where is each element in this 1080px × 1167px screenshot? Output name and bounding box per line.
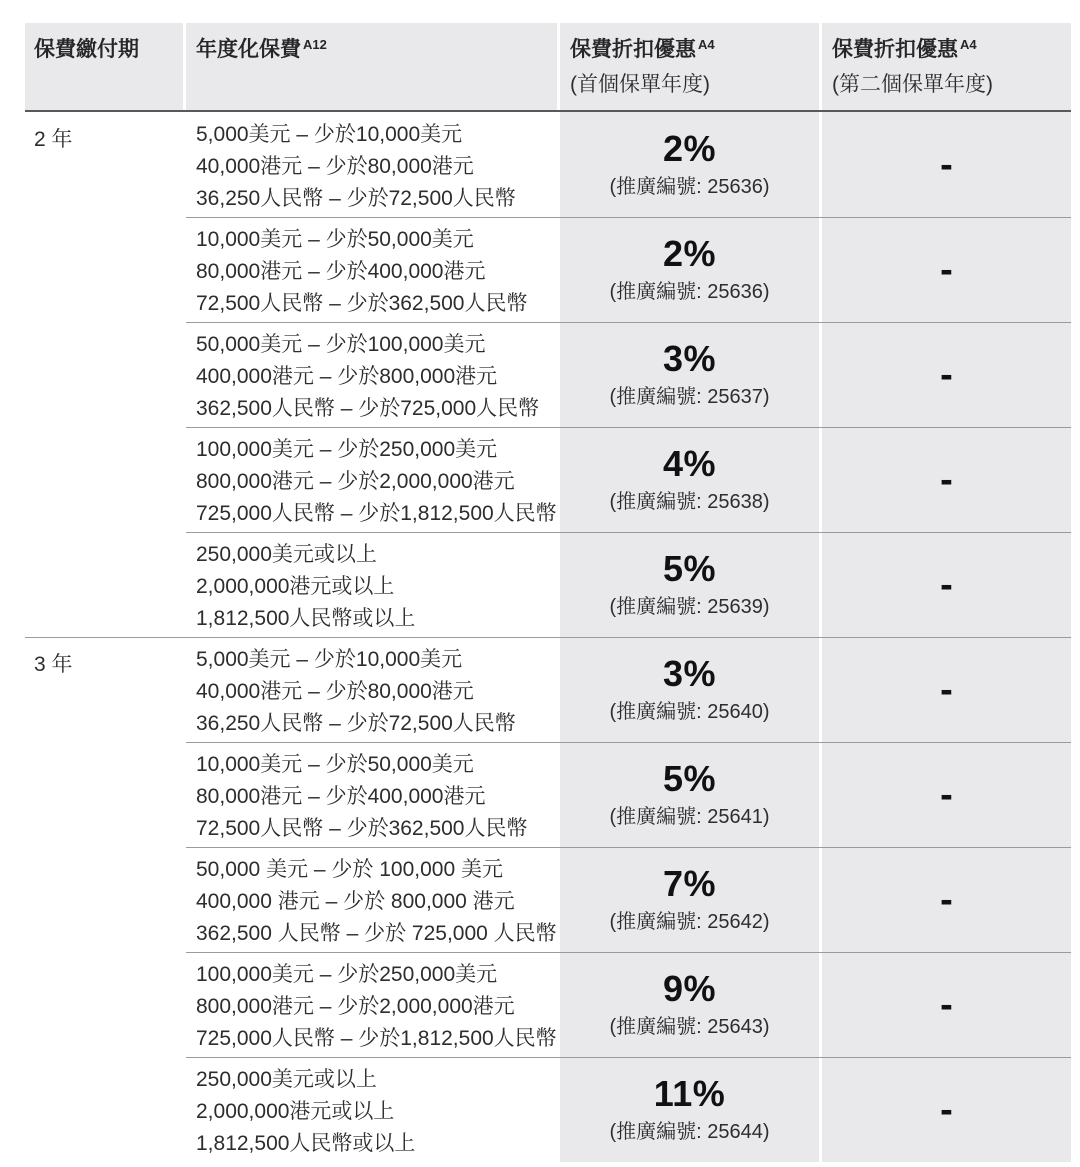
second-year-discount-cell — [822, 847, 1071, 952]
no-discount-dash: - — [940, 878, 953, 921]
premium-tier-line-hkd: 400,000港元 – 少於800,000港元 — [196, 365, 498, 388]
promo-code: (推廣編號: 25640) — [609, 701, 770, 723]
premium-tier-line-hkd: 80,000港元 – 少於400,000港元 — [196, 785, 486, 808]
table-row — [25, 742, 1071, 847]
table-row — [25, 322, 1071, 427]
promo-code: (推廣編號: 25636) — [609, 281, 770, 303]
premium-tier-line-rmb: 1,812,500人民幣或以上 — [196, 1132, 416, 1155]
discount-percentage: 7% — [662, 863, 717, 904]
premium-discount-table — [25, 23, 1071, 1162]
header-sublabel: (首個保單年度) — [570, 73, 710, 96]
first-year-discount-cell — [560, 742, 819, 847]
table-row — [25, 1057, 1071, 1162]
premium-tier-line-rmb: 36,250人民幣 – 少於72,500人民幣 — [196, 712, 516, 735]
table-body — [25, 112, 1071, 1162]
header-label: 保費折扣優惠 — [832, 38, 958, 61]
premium-tier-line-rmb: 725,000人民幣 – 少於1,812,500人民幣 — [196, 1027, 557, 1050]
premium-payment-period-cell: 3 年 — [25, 637, 183, 742]
premium-tier-line-usd: 5,000美元 – 少於10,000美元 — [196, 123, 463, 146]
promo-code: (推廣編號: 25639) — [609, 596, 770, 618]
premium-tier-line-rmb: 362,500 人民幣 – 少於 725,000 人民幣 — [196, 922, 557, 945]
second-year-discount-cell — [822, 322, 1071, 427]
no-discount-dash: - — [940, 773, 953, 816]
premium-tier-line-usd: 250,000美元或以上 — [196, 1068, 377, 1091]
discount-percentage: 2% — [662, 128, 717, 169]
premium-tier-line-hkd: 2,000,000港元或以上 — [196, 575, 395, 598]
first-year-discount-cell — [560, 217, 819, 322]
promo-code: (推廣編號: 25637) — [609, 386, 770, 408]
second-year-discount-cell — [822, 742, 1071, 847]
premium-payment-period-cell — [25, 427, 183, 532]
premium-tier-line-usd: 100,000美元 – 少於250,000美元 — [196, 963, 498, 986]
discount-percentage: 3% — [662, 653, 717, 694]
second-year-discount-cell — [822, 532, 1071, 637]
premium-payment-period-cell — [25, 952, 183, 1057]
no-discount-dash: - — [940, 563, 953, 606]
premium-tier-line-hkd: 800,000港元 – 少於2,000,000港元 — [196, 470, 515, 493]
discount-percentage: 5% — [662, 548, 717, 589]
annualized-premium-cell — [186, 532, 557, 637]
second-year-discount-cell — [822, 637, 1071, 742]
premium-tier-line-hkd: 2,000,000港元或以上 — [196, 1100, 395, 1123]
premium-tier-line-rmb: 36,250人民幣 – 少於72,500人民幣 — [196, 187, 516, 210]
premium-tier-line-usd: 50,000美元 – 少於100,000美元 — [196, 333, 486, 356]
premium-tier-line-usd: 10,000美元 – 少於50,000美元 — [196, 753, 474, 776]
no-discount-dash: - — [940, 668, 953, 711]
premium-payment-period-cell — [25, 847, 183, 952]
annualized-premium-cell — [186, 952, 557, 1057]
table-row — [25, 847, 1071, 952]
footnote-superscript: A4 — [698, 37, 715, 52]
promo-code: (推廣編號: 25641) — [609, 806, 770, 828]
premium-tier-line-rmb: 72,500人民幣 – 少於362,500人民幣 — [196, 817, 528, 840]
promo-code: (推廣編號: 25644) — [609, 1121, 770, 1143]
first-year-discount-cell — [560, 427, 819, 532]
premium-tier-line-usd: 50,000 美元 – 少於 100,000 美元 — [196, 858, 503, 881]
premium-tier-line-hkd: 40,000港元 – 少於80,000港元 — [196, 680, 474, 703]
premium-tier-line-usd: 250,000美元或以上 — [196, 543, 377, 566]
discount-percentage: 5% — [662, 758, 717, 799]
header-label: 保費折扣優惠 — [570, 38, 696, 61]
premium-payment-period-cell — [25, 217, 183, 322]
second-year-discount-cell — [822, 217, 1071, 322]
promo-code: (推廣編號: 25643) — [609, 1016, 770, 1038]
annualized-premium-cell — [186, 847, 557, 952]
premium-payment-period-cell — [25, 532, 183, 637]
second-year-discount-cell — [822, 427, 1071, 532]
header-premium-payment-period — [25, 23, 183, 110]
first-year-discount-cell — [560, 532, 819, 637]
annualized-premium-cell — [186, 322, 557, 427]
discount-percentage: 11% — [653, 1073, 726, 1114]
table-row — [25, 427, 1071, 532]
second-year-discount-cell — [822, 1057, 1071, 1162]
table-row — [25, 532, 1071, 637]
promo-code: (推廣編號: 25638) — [609, 491, 770, 513]
first-year-discount-cell — [560, 847, 819, 952]
premium-tier-line-rmb: 362,500人民幣 – 少於725,000人民幣 — [196, 397, 540, 420]
first-year-discount-cell — [560, 112, 819, 217]
header-annualized-premium — [186, 23, 557, 110]
premium-tier-line-usd: 100,000美元 – 少於250,000美元 — [196, 438, 498, 461]
header-sublabel: (第二個保單年度) — [832, 73, 993, 96]
header-label: 保費繳付期 — [34, 38, 139, 61]
premium-tier-line-hkd: 400,000 港元 – 少於 800,000 港元 — [196, 890, 515, 913]
second-year-discount-cell — [822, 952, 1071, 1057]
premium-tier-line-rmb: 1,812,500人民幣或以上 — [196, 607, 416, 630]
premium-tier-line-usd: 5,000美元 – 少於10,000美元 — [196, 648, 463, 671]
no-discount-dash: - — [940, 1088, 953, 1131]
annualized-premium-cell — [186, 1057, 557, 1162]
header-discount-second-year — [822, 23, 1071, 110]
premium-payment-period-cell — [25, 322, 183, 427]
no-discount-dash: - — [940, 353, 953, 396]
premium-tier-line-hkd: 40,000港元 – 少於80,000港元 — [196, 155, 474, 178]
header-label: 年度化保費 — [196, 38, 301, 61]
promo-code: (推廣編號: 25642) — [609, 911, 770, 933]
annualized-premium-cell — [186, 112, 557, 217]
annualized-premium-cell — [186, 217, 557, 322]
first-year-discount-cell — [560, 1057, 819, 1162]
promo-code: (推廣編號: 25636) — [609, 176, 770, 198]
no-discount-dash: - — [940, 248, 953, 291]
second-year-discount-cell — [822, 112, 1071, 217]
table-row — [25, 112, 1071, 217]
annualized-premium-cell — [186, 637, 557, 742]
table-row — [25, 217, 1071, 322]
discount-percentage: 4% — [662, 443, 717, 484]
no-discount-dash: - — [940, 458, 953, 501]
footnote-superscript: A4 — [960, 37, 977, 52]
annualized-premium-cell — [186, 427, 557, 532]
table-row — [25, 952, 1071, 1057]
no-discount-dash: - — [940, 983, 953, 1026]
first-year-discount-cell — [560, 322, 819, 427]
footnote-superscript: A12 — [303, 37, 327, 52]
discount-percentage: 3% — [662, 338, 717, 379]
premium-payment-period-cell — [25, 1057, 183, 1162]
table-header-row — [25, 23, 1071, 112]
premium-tier-line-hkd: 80,000港元 – 少於400,000港元 — [196, 260, 486, 283]
table-row — [25, 637, 1071, 742]
premium-tier-line-rmb: 725,000人民幣 – 少於1,812,500人民幣 — [196, 502, 557, 525]
discount-percentage: 2% — [662, 233, 717, 274]
premium-tier-line-usd: 10,000美元 – 少於50,000美元 — [196, 228, 474, 251]
no-discount-dash: - — [940, 143, 953, 186]
discount-percentage: 9% — [662, 968, 717, 1009]
premium-payment-period-cell: 2 年 — [25, 112, 183, 217]
first-year-discount-cell — [560, 637, 819, 742]
header-discount-first-year — [560, 23, 819, 110]
premium-tier-line-rmb: 72,500人民幣 – 少於362,500人民幣 — [196, 292, 528, 315]
premium-tier-line-hkd: 800,000港元 – 少於2,000,000港元 — [196, 995, 515, 1018]
annualized-premium-cell — [186, 742, 557, 847]
first-year-discount-cell — [560, 952, 819, 1057]
premium-payment-period-cell — [25, 742, 183, 847]
